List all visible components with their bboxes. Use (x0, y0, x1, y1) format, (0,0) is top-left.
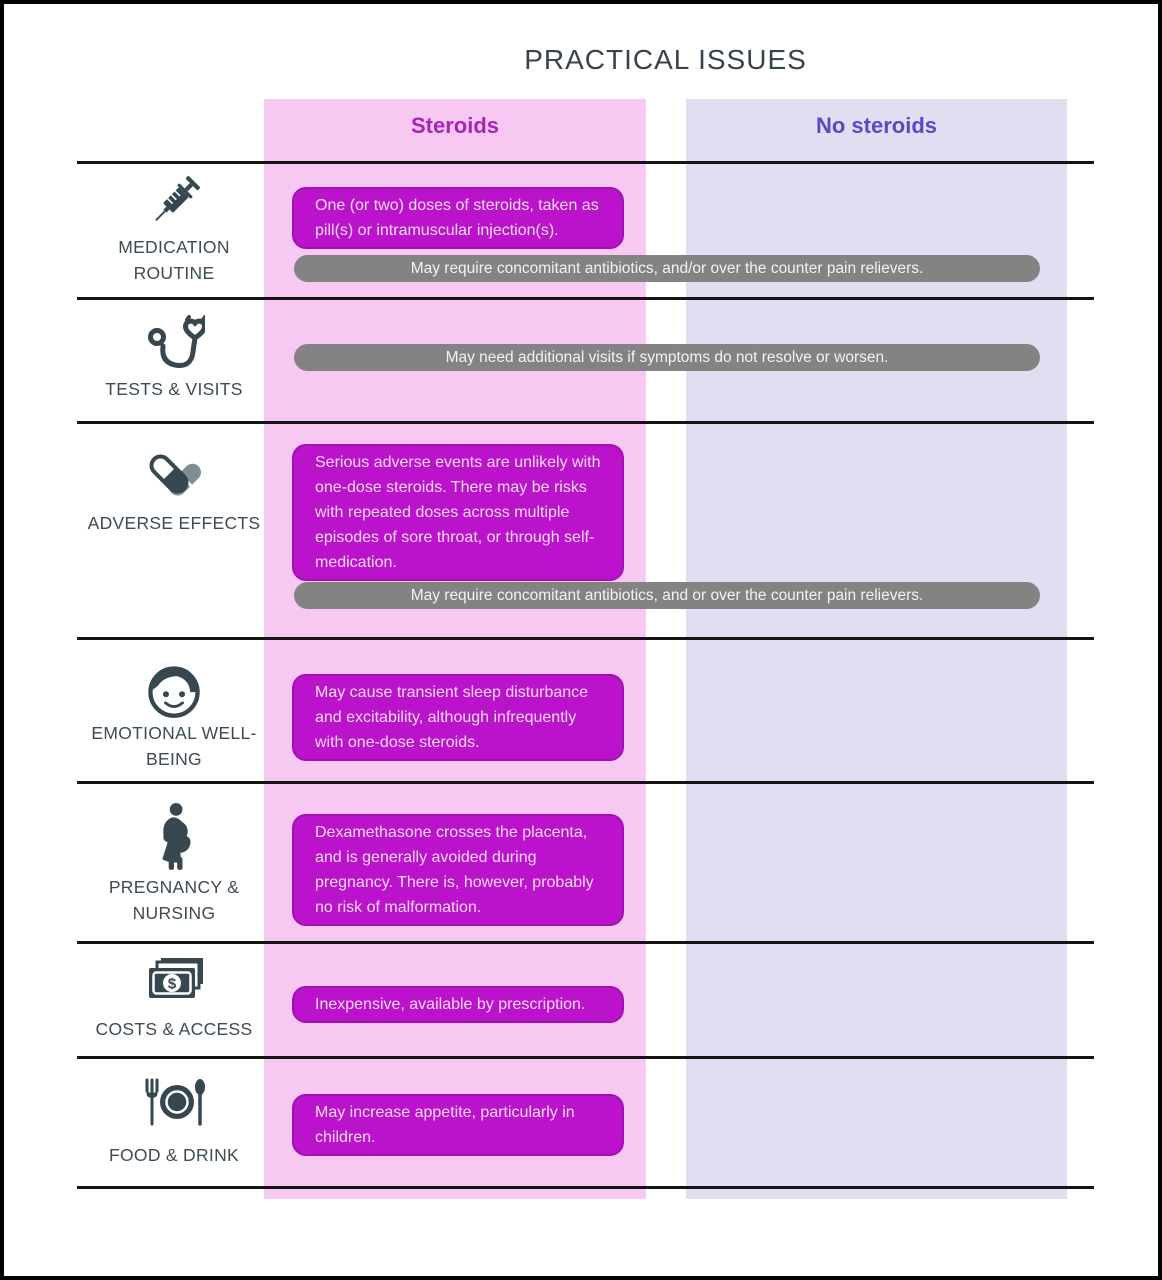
separator-line (77, 781, 1094, 784)
row-label-text: TESTS & VISITS (105, 379, 243, 399)
svg-text:$: $ (167, 975, 177, 993)
steroids-note-medication: One (or two) doses of steroids, taken as pill(s) or intramuscular injection(s). (292, 187, 624, 249)
steroids-note-costs: Inexpensive, available by prescription. (292, 986, 624, 1023)
row-label-pregnancy (79, 874, 269, 926)
separator-line (77, 421, 1094, 424)
row-label-text: COSTS & ACCESS (95, 1019, 253, 1039)
steroids-note-emotional: May cause transient sleep disturbance and excitability, although infrequently with one-dose steroids. (292, 674, 624, 761)
child-face-icon (79, 660, 269, 720)
steroids-note-food: May increase appetite, particularly in children. (292, 1094, 624, 1156)
row-label-medication-routine (79, 234, 269, 286)
row-label-text: EMOTIONAL WELL-BEING (91, 723, 257, 769)
separator-line (77, 941, 1094, 944)
pregnant-woman-icon (79, 802, 269, 872)
separator-line (77, 1056, 1094, 1059)
row-label-food (79, 1142, 269, 1168)
row-label-text: MEDICATION ROUTINE (118, 237, 230, 283)
shared-note-adverse: May require concomitant antibiotics, and or over the counter pain relievers. (294, 582, 1040, 609)
row-label-text: FOOD & DRINK (109, 1145, 239, 1165)
money-icon (79, 956, 269, 1014)
steroids-note-pregnancy: Dexamethasone crosses the placenta, and is generally avoided during pregnancy. There is, however, probably no risk of malformation. (292, 814, 624, 926)
row-label-text: ADVERSE EFFECTS (87, 513, 261, 533)
stethoscope-icon (79, 314, 269, 374)
row-label-adverse-effects (79, 510, 269, 536)
syringe-icon (79, 172, 269, 232)
row-label-emotional (79, 720, 269, 772)
steroids-column-header: Steroids (410, 113, 500, 138)
steroids-note-adverse: Serious adverse events are unlikely with one-dose steroids. There may be risks with repeated doses across multiple episodes of sore throat, or through self-medication. (292, 444, 624, 581)
row-label-tests-visits (79, 376, 269, 402)
no-steroids-column-header: No steroids (815, 113, 938, 138)
shared-note-medication: May require concomitant antibiotics, and/or over the counter pain relievers. (294, 255, 1040, 282)
row-label-costs (79, 1016, 269, 1042)
separator-line (77, 637, 1094, 640)
page-title: PRACTICAL ISSUES (524, 44, 807, 75)
food-plate-icon (79, 1076, 269, 1136)
separator-line (77, 161, 1094, 164)
capsule-icon (79, 444, 269, 506)
shared-note-tests: May need additional visits if symptoms do not resolve or worsen. (294, 344, 1040, 371)
separator-line (77, 297, 1094, 300)
separator-line (77, 1186, 1094, 1189)
row-label-text: PREGNANCY & NURSING (108, 877, 240, 923)
